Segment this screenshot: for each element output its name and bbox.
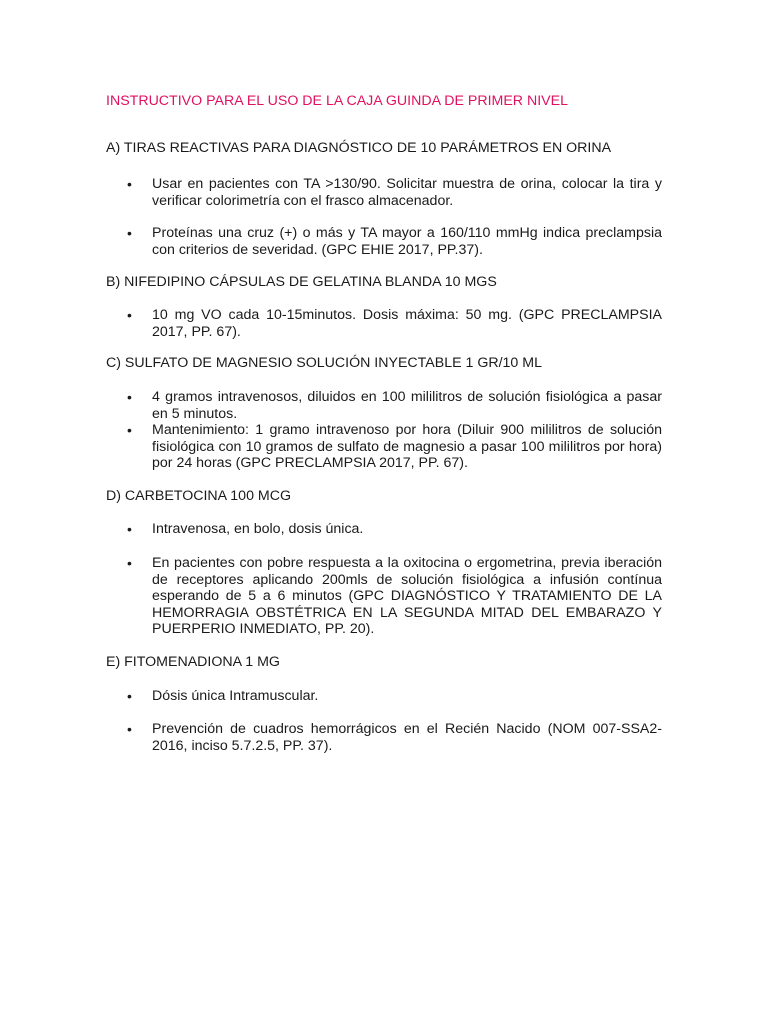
section-heading-e: E) FITOMENADIONA 1 MG — [106, 654, 280, 670]
list-item: 10 mg VO cada 10-15minutos. Dosis máxima: 50 mg. (GPC PRECLAMPSIA 2017, PP. 67). — [152, 307, 662, 340]
bullet-icon: • — [127, 307, 132, 323]
list-item: Proteínas una cruz (+) o más y TA mayor a 160/110 mmHg indica preclampsia con criterios de severidad. (GPC EHIE 2017, PP.37). — [152, 225, 662, 258]
document-title: INSTRUCTIVO PARA EL USO DE LA CAJA GUINDA DE PRIMER NIVEL — [106, 93, 568, 109]
list-item: Mantenimiento: 1 gramo intravenoso por hora (Diluir 900 mililitros de solución fisiológica con 10 gramos de sulfato de magnesio a pasar 100 mililitros por hora) por 24 horas (GPC PRECLAMPSIA 2017, PP. 67). — [152, 422, 662, 471]
bullet-icon: • — [127, 389, 132, 405]
section-heading-a: A) TIRAS REACTIVAS PARA DIAGNÓSTICO DE 10 PARÁMETROS EN ORINA — [106, 140, 612, 156]
list-item: 4 gramos intravenosos, diluidos en 100 mililitros de solución fisiológica a pasar en 5 minutos. — [152, 389, 662, 422]
section-heading-d: D) CARBETOCINA 100 MCG — [106, 488, 292, 504]
list-item: En pacientes con pobre respuesta a la oxitocina o ergometrina, previa iberación de receptores aplicando 200mls de solución fisiológica a infusión contínua esperando de 5 a 6 minutos (GPC DIAGNÓSTICO Y TRATAMIENTO DE LA HEMORRAGIA OBSTÉTRICA EN LA SEGUNDA MITAD DEL EMBARAZO Y PUERPERIO INMEDIATO, PP. 20). — [152, 555, 662, 637]
bullet-icon: • — [127, 225, 132, 241]
bullet-icon: • — [127, 521, 132, 537]
bullet-icon: • — [127, 555, 132, 571]
bullet-icon: • — [127, 688, 132, 704]
list-item: Usar en pacientes con TA >130/90. Solicitar muestra de orina, colocar la tira y verificar colorimetría con el frasco almacenador. — [152, 176, 662, 209]
list-item: Intravenosa, en bolo, dosis única. — [152, 521, 364, 537]
bullet-icon: • — [127, 176, 132, 192]
bullet-icon: • — [127, 422, 132, 438]
section-heading-c: C) SULFATO DE MAGNESIO SOLUCIÓN INYECTABLE 1 GR/10 ML — [106, 355, 542, 371]
list-item: Prevención de cuadros hemorrágicos en el Recién Nacido (NOM 007-SSA2-2016, inciso 5.7.2.5, PP. 37). — [152, 721, 662, 754]
section-heading-b: B) NIFEDIPINO CÁPSULAS DE GELATINA BLANDA 10 MGS — [106, 274, 497, 290]
list-item: Dósis única Intramuscular. — [152, 688, 319, 704]
bullet-icon: • — [127, 721, 132, 737]
